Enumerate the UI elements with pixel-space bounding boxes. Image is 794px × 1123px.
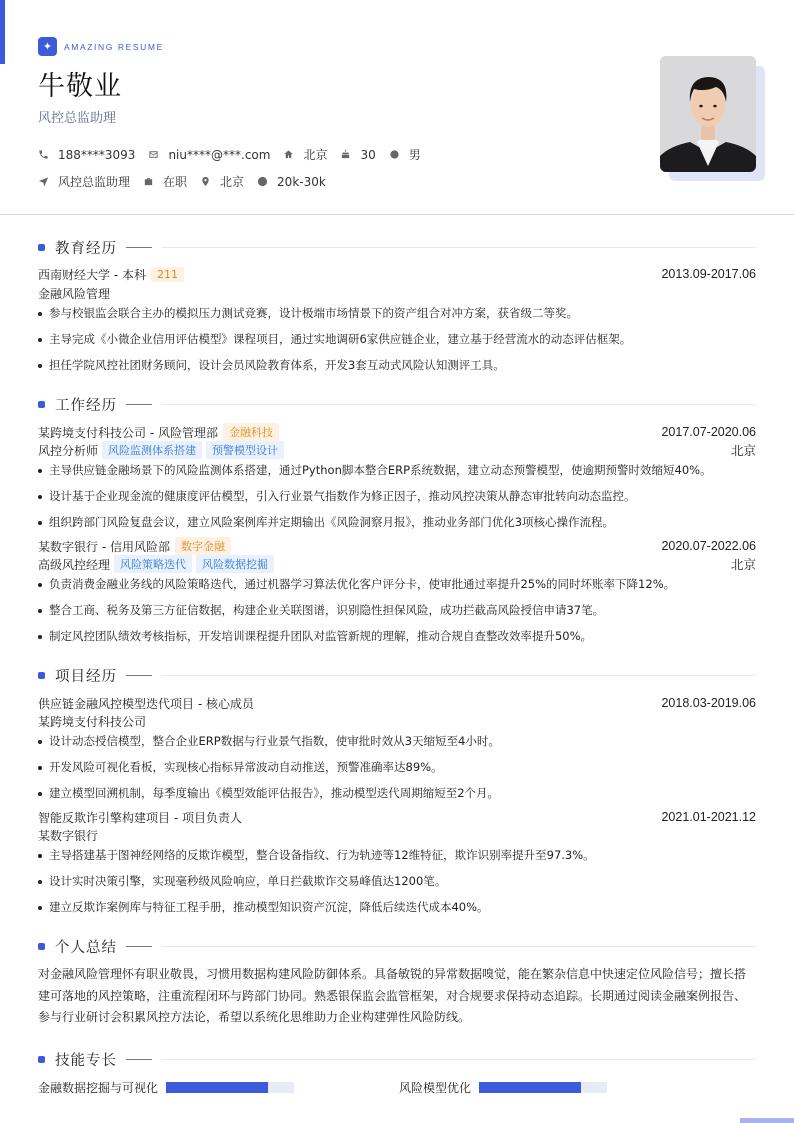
- skill-level-fill: [479, 1082, 581, 1093]
- list-item: 开发风险可视化看板，实现核心指标异常波动自动推送，预警准确率达89%。: [38, 758, 756, 776]
- section-dot: [38, 244, 45, 251]
- section-dash: [126, 946, 152, 947]
- skill-item: [399, 1078, 607, 1096]
- list-item: 主导供应链金融场景下的风险监测体系搭建，通过Python脚本整合ERP系统数据，建立动态预警模型，使逾期预警时效缩短40%。: [38, 461, 756, 479]
- education-major: 金融风险管理: [38, 286, 111, 301]
- salary-value: 20k-30k: [277, 174, 326, 189]
- project-org-row: [38, 826, 756, 844]
- city-info: [283, 146, 327, 163]
- job-role: 风控分析师: [38, 443, 99, 458]
- mail-icon: [148, 149, 160, 161]
- avatar: [660, 56, 756, 172]
- work-period: 2020.07-2022.06: [661, 539, 756, 553]
- education-period: 2013.09-2017.06: [661, 267, 756, 281]
- candidate-title: 风控总监助理: [38, 111, 117, 126]
- section-dot: [38, 1056, 45, 1063]
- project-name: 智能反欺诈引擎构建项目 - 项目负责人: [38, 810, 242, 825]
- list-item: 主导完成《小微企业信用评估模型》课程项目，通过实地调研6家供应链企业，建立基于经营流水的动态评估框架。: [38, 330, 756, 348]
- section-dash: [126, 404, 152, 405]
- company-name: 某数字银行 - 信用风险部: [38, 539, 170, 554]
- sparkle-icon: ✦: [38, 37, 57, 56]
- list-item: 制定风控团队绩效考核指标，开发培训课程提升团队对监管新规的理解，推动合规自查整改效率提升50%。: [38, 627, 756, 645]
- list-item: 担任学院风控社团财务顾问，设计会员风险教育体系，开发3套互动式风险认知测评工具。: [38, 356, 756, 374]
- list-item: 设计动态授信模型，整合企业ERP数据与行业景气指数，使审批时效从3天缩短至4小时。: [38, 732, 756, 750]
- work-role-row: [38, 555, 756, 573]
- email-info: [148, 148, 270, 162]
- position-value: 风控总监助理: [58, 175, 131, 189]
- phone-icon: [38, 149, 50, 161]
- salary-info: [257, 175, 326, 189]
- brand-text: AMAZING RESUME: [64, 41, 164, 52]
- money-icon: [257, 176, 269, 188]
- section-work: [38, 394, 756, 414]
- list-item: 参与校银监会联合主办的模拟压力测试竞赛，设计极端市场情景下的资产组合对冲方案，获省级二等奖。: [38, 304, 756, 322]
- list-item: 整合工商、税务及第三方征信数据，构建企业关联图谱，识别隐性担保风险，成功拦截高风险授信申请37笔。: [38, 601, 756, 619]
- target-city-info: [200, 173, 244, 190]
- skill-level-fill: [166, 1082, 268, 1093]
- city-value: 北京: [303, 148, 328, 162]
- section-skills: [38, 1049, 756, 1069]
- status-info: [143, 173, 187, 190]
- contact-row: [38, 146, 434, 163]
- brand: [38, 37, 164, 56]
- project-org: 某跨境支付科技公司: [38, 714, 147, 729]
- list-item: 主导搭建基于图神经网络的反欺诈模型，整合设备指纹、行为轨迹等12维特征，欺诈识别率提升至97.3%。: [38, 846, 756, 864]
- project-org-row: [38, 712, 756, 730]
- list-item: 组织跨部门风险复盘会议，建立风险案例库并定期输出《风险洞察月报》，推动业务部门优化3项核心操作流程。: [38, 513, 756, 531]
- phone-info: [38, 148, 135, 162]
- section-title-text: 工作经历: [55, 397, 117, 414]
- cake-icon: [340, 149, 352, 161]
- profile-photo: [660, 56, 756, 172]
- industry-tag: 金融科技: [223, 423, 279, 441]
- skill-tag: 风险策略迭代: [114, 555, 192, 573]
- skill-item: [38, 1078, 294, 1096]
- project-org: 某数字银行: [38, 828, 99, 843]
- section-rule: [162, 247, 756, 248]
- skill-tag: 预警模型设计: [206, 441, 284, 459]
- gender-icon: [389, 149, 401, 161]
- status-value: 在职: [163, 175, 188, 189]
- list-item: 设计基于企业现金流的健康度评估模型，引入行业景气指数作为修正因子，推动风控决策从静态审批转向动态监控。: [38, 487, 756, 505]
- age-value: 30: [360, 147, 376, 162]
- skill-tag: 风险监测体系搭建: [102, 441, 202, 459]
- project-header: [38, 808, 756, 826]
- work-city: 北京: [730, 444, 756, 458]
- work-header: [38, 537, 756, 555]
- briefcase-icon: [143, 176, 155, 188]
- section-summary: [38, 936, 756, 956]
- send-icon: [38, 176, 50, 188]
- school-tag: 211: [151, 267, 184, 282]
- section-dash: [126, 675, 152, 676]
- section-dot: [38, 943, 45, 950]
- section-project: [38, 665, 756, 685]
- section-dash: [126, 1059, 152, 1060]
- section-title-text: 个人总结: [55, 939, 117, 956]
- section-title-text: 教育经历: [55, 240, 117, 257]
- target-city-value: 北京: [220, 175, 245, 189]
- skill-name: 金融数据挖掘与可视化: [38, 1080, 159, 1095]
- project-name: 供应链金融风控模型迭代项目 - 核心成员: [38, 696, 254, 711]
- summary-text: 对金融风险管理怀有职业敬畏，习惯用数据构建风险防御体系。具备敏锐的异常数据嗅觉，能在繁杂信息中快速定位风险信号；擅长搭建可落地的风控策略，注重流程闭环与跨部门协同。熟悉银保监会监管框架，对合规要求保持动态追踪。长期通过阅读金融案例报告、参与行业研讨会积累风控方法论，希望以系统化思维助力企业构建弹性风险防线。: [38, 967, 747, 1024]
- company-name: 某跨境支付科技公司 - 风险管理部: [38, 425, 218, 440]
- gender-value: 男: [408, 148, 421, 162]
- education-major-row: [38, 284, 756, 302]
- age-info: [340, 148, 375, 162]
- project-period: 2018.03-2019.06: [661, 696, 756, 710]
- job-intent-row: [38, 173, 339, 190]
- section-dot: [38, 401, 45, 408]
- project-header: [38, 694, 756, 712]
- section-title-text: 项目经历: [55, 668, 117, 685]
- industry-tag: 数字金融: [175, 537, 231, 555]
- section-rule: [162, 1059, 756, 1060]
- corner-bar: [740, 1118, 794, 1123]
- list-item: 建立模型回溯机制，每季度输出《模型效能评估报告》，推动模型迭代周期缩短至2个月。: [38, 784, 756, 802]
- work-city: 北京: [730, 558, 756, 572]
- email-value: niu****@***.com: [168, 147, 271, 162]
- list-item: 建立反欺诈案例库与特征工程手册，推动模型知识资产沉淀，降低后续迭代成本40%。: [38, 898, 756, 916]
- location-pin-icon: [200, 176, 212, 188]
- section-rule: [162, 404, 756, 405]
- candidate-name: 牛敬业: [38, 71, 122, 102]
- work-role-row: [38, 441, 756, 459]
- work-period: 2017.07-2020.06: [661, 425, 756, 439]
- phone-value: 188****3093: [58, 147, 136, 162]
- education-header: [38, 265, 756, 283]
- home-icon: [283, 149, 295, 161]
- skill-tag: 风险数据挖掘: [196, 555, 274, 573]
- section-education: [38, 237, 756, 257]
- work-header: [38, 423, 756, 441]
- school-name: 西南财经大学 - 本科: [38, 267, 146, 282]
- skill-level-bar: [166, 1082, 294, 1093]
- position-info: [38, 173, 130, 190]
- section-dash: [126, 247, 152, 248]
- section-rule: [162, 946, 756, 947]
- project-period: 2021.01-2021.12: [661, 810, 756, 824]
- job-role: 高级风控经理: [38, 557, 111, 572]
- gender-info: [389, 146, 421, 163]
- list-item: 负责消费金融业务线的风险策略迭代，通过机器学习算法优化客户评分卡，使审批通过率提升25%的同时坏账率下降12%。: [38, 575, 756, 593]
- section-rule: [162, 675, 756, 676]
- skill-name: 风险模型优化: [399, 1080, 472, 1095]
- skill-level-bar: [479, 1082, 607, 1093]
- list-item: 设计实时决策引擎，实现毫秒级风险响应，单日拦截欺诈交易峰值达1200笔。: [38, 872, 756, 890]
- section-title-text: 技能专长: [55, 1052, 117, 1069]
- resume-header: [0, 0, 794, 215]
- section-dot: [38, 672, 45, 679]
